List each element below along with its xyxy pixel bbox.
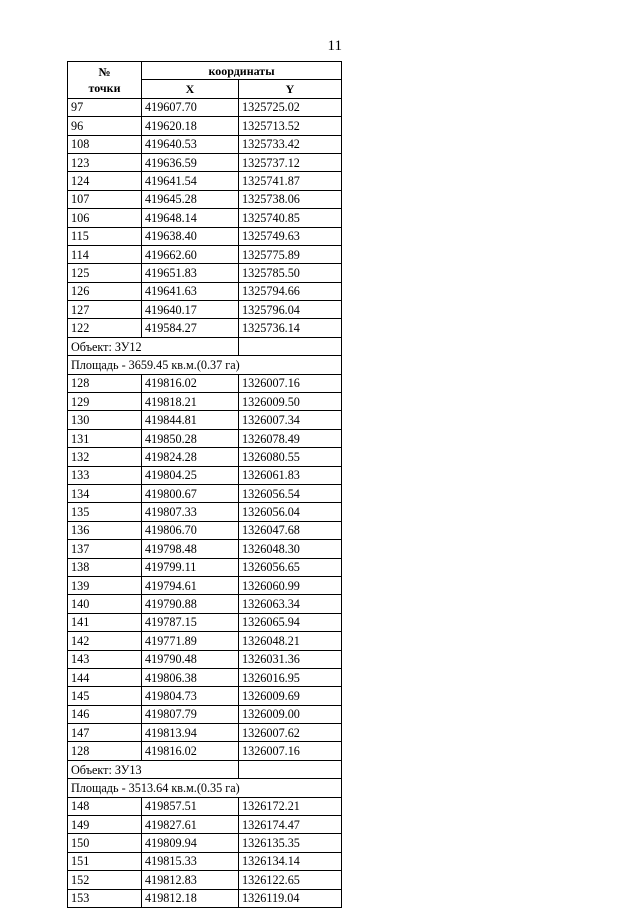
table-row [68, 632, 342, 650]
table-row [68, 98, 342, 116]
point-number-header-symbol: № [98, 64, 111, 79]
y-coordinate-cell: 1326078.49 [239, 429, 342, 447]
point-number-cell: 146 [68, 705, 142, 723]
table-header [68, 62, 342, 99]
table-row [68, 301, 342, 319]
y-coordinate-cell: 1326080.55 [239, 448, 342, 466]
table-row [68, 595, 342, 613]
table-row [68, 264, 342, 282]
table-row [68, 871, 342, 889]
point-number-cell: 136 [68, 521, 142, 539]
table-row [68, 558, 342, 576]
y-coordinate-cell: 1325749.63 [239, 227, 342, 245]
x-coordinate-cell: 419812.18 [142, 889, 239, 907]
empty-cell [239, 760, 342, 778]
object-row [68, 337, 342, 355]
table-row [68, 448, 342, 466]
table-row [68, 540, 342, 558]
point-number-header-label: точки [88, 80, 121, 95]
y-coordinate-cell: 1326009.50 [239, 393, 342, 411]
x-coordinate-cell: 419804.73 [142, 687, 239, 705]
point-number-cell: 106 [68, 209, 142, 227]
area-row [68, 356, 342, 374]
table-row [68, 687, 342, 705]
x-coordinate-cell: 419584.27 [142, 319, 239, 337]
point-number-cell: 144 [68, 668, 142, 686]
y-coordinate-cell: 1325736.14 [239, 319, 342, 337]
y-coordinate-cell: 1326134.14 [239, 852, 342, 870]
x-coordinate-cell: 419645.28 [142, 190, 239, 208]
x-coordinate-cell: 419818.21 [142, 393, 239, 411]
y-coordinate-cell: 1326007.16 [239, 374, 342, 392]
point-number-cell: 151 [68, 852, 142, 870]
area-label: Площадь - 3659.45 кв.м.(0.37 га) [68, 356, 342, 374]
point-number-cell: 134 [68, 484, 142, 502]
x-coordinate-cell: 419815.33 [142, 852, 239, 870]
x-coordinate-cell: 419798.48 [142, 540, 239, 558]
y-coordinate-cell: 1326063.34 [239, 595, 342, 613]
x-coordinate-cell: 419662.60 [142, 245, 239, 263]
y-coordinate-cell: 1326048.30 [239, 540, 342, 558]
x-coordinate-cell: 419816.02 [142, 374, 239, 392]
page-number: 11 [327, 38, 342, 54]
x-coordinate-cell: 419816.02 [142, 742, 239, 760]
point-number-cell: 108 [68, 135, 142, 153]
point-number-cell: 132 [68, 448, 142, 466]
table-row [68, 484, 342, 502]
point-number-cell: 128 [68, 742, 142, 760]
y-coordinate-cell: 1326009.00 [239, 705, 342, 723]
x-coordinate-cell: 419640.53 [142, 135, 239, 153]
table-row [68, 503, 342, 521]
y-coordinate-cell: 1326007.62 [239, 724, 342, 742]
y-coordinate-cell: 1325785.50 [239, 264, 342, 282]
table-row [68, 245, 342, 263]
point-number-cell: 148 [68, 797, 142, 815]
x-coordinate-cell: 419771.89 [142, 632, 239, 650]
table-row [68, 135, 342, 153]
coordinates-table [67, 61, 342, 908]
x-coordinate-cell: 419807.33 [142, 503, 239, 521]
area-label: Площадь - 3513.64 кв.м.(0.35 га) [68, 779, 342, 797]
x-coordinate-cell: 419806.70 [142, 521, 239, 539]
x-coordinate-cell: 419850.28 [142, 429, 239, 447]
y-coordinate-cell: 1326065.94 [239, 613, 342, 631]
x-coordinate-cell: 419857.51 [142, 797, 239, 815]
y-coordinate-cell: 1326174.47 [239, 816, 342, 834]
point-number-cell: 140 [68, 595, 142, 613]
point-number-cell: 141 [68, 613, 142, 631]
point-number-cell: 152 [68, 871, 142, 889]
x-coordinate-cell: 419651.83 [142, 264, 239, 282]
table-row [68, 411, 342, 429]
table-row [68, 816, 342, 834]
table-row [68, 724, 342, 742]
point-number-cell: 131 [68, 429, 142, 447]
point-number-cell: 125 [68, 264, 142, 282]
point-number-cell: 129 [68, 393, 142, 411]
point-number-header [68, 62, 142, 99]
table-row [68, 834, 342, 852]
table-row [68, 429, 342, 447]
x-coordinate-cell: 419640.17 [142, 301, 239, 319]
x-coordinate-cell: 419809.94 [142, 834, 239, 852]
x-coordinate-cell: 419620.18 [142, 117, 239, 135]
y-coordinate-cell: 1326119.04 [239, 889, 342, 907]
point-number-cell: 142 [68, 632, 142, 650]
point-number-cell: 147 [68, 724, 142, 742]
x-coordinate-cell: 419641.54 [142, 172, 239, 190]
object-row [68, 760, 342, 778]
table-row [68, 668, 342, 686]
point-number-cell: 150 [68, 834, 142, 852]
table-row [68, 576, 342, 594]
table-row [68, 374, 342, 392]
y-coordinate-cell: 1326048.21 [239, 632, 342, 650]
x-coordinate-cell: 419794.61 [142, 576, 239, 594]
x-coordinate-cell: 419824.28 [142, 448, 239, 466]
table-body [68, 98, 342, 907]
table-row [68, 209, 342, 227]
x-column-header: X [142, 80, 239, 98]
y-column-header: Y [239, 80, 342, 98]
y-coordinate-cell: 1326031.36 [239, 650, 342, 668]
x-coordinate-cell: 419844.81 [142, 411, 239, 429]
point-number-cell: 130 [68, 411, 142, 429]
area-row [68, 779, 342, 797]
y-coordinate-cell: 1325740.85 [239, 209, 342, 227]
x-coordinate-cell: 419641.63 [142, 282, 239, 300]
table-row [68, 393, 342, 411]
table-row [68, 650, 342, 668]
point-number-cell: 124 [68, 172, 142, 190]
y-coordinate-cell: 1326135.35 [239, 834, 342, 852]
y-coordinate-cell: 1326056.04 [239, 503, 342, 521]
table-row [68, 153, 342, 171]
x-coordinate-cell: 419804.25 [142, 466, 239, 484]
x-coordinate-cell: 419827.61 [142, 816, 239, 834]
point-number-cell: 115 [68, 227, 142, 245]
x-coordinate-cell: 419800.67 [142, 484, 239, 502]
table-row [68, 466, 342, 484]
table-row [68, 521, 342, 539]
x-coordinate-cell: 419607.70 [142, 98, 239, 116]
y-coordinate-cell: 1326007.16 [239, 742, 342, 760]
table-row [68, 190, 342, 208]
point-number-cell: 122 [68, 319, 142, 337]
point-number-cell: 97 [68, 98, 142, 116]
point-number-cell: 133 [68, 466, 142, 484]
table-row [68, 705, 342, 723]
y-coordinate-cell: 1326060.99 [239, 576, 342, 594]
table-row [68, 742, 342, 760]
x-coordinate-cell: 419790.48 [142, 650, 239, 668]
table-row [68, 172, 342, 190]
point-number-cell: 128 [68, 374, 142, 392]
empty-cell [239, 337, 342, 355]
x-coordinate-cell: 419787.15 [142, 613, 239, 631]
table-row [68, 613, 342, 631]
table-row [68, 227, 342, 245]
y-coordinate-cell: 1325725.02 [239, 98, 342, 116]
point-number-cell: 139 [68, 576, 142, 594]
point-number-cell: 145 [68, 687, 142, 705]
y-coordinate-cell: 1326056.65 [239, 558, 342, 576]
y-coordinate-cell: 1326047.68 [239, 521, 342, 539]
y-coordinate-cell: 1326016.95 [239, 668, 342, 686]
y-coordinate-cell: 1325794.66 [239, 282, 342, 300]
point-number-cell: 107 [68, 190, 142, 208]
point-number-cell: 138 [68, 558, 142, 576]
table-row [68, 319, 342, 337]
y-coordinate-cell: 1326122.65 [239, 871, 342, 889]
object-label: Объект: ЗУ13 [68, 760, 239, 778]
point-number-cell: 96 [68, 117, 142, 135]
x-coordinate-cell: 419636.59 [142, 153, 239, 171]
coordinates-header: координаты [142, 62, 342, 80]
y-coordinate-cell: 1326061.83 [239, 466, 342, 484]
x-coordinate-cell: 419806.38 [142, 668, 239, 686]
y-coordinate-cell: 1325738.06 [239, 190, 342, 208]
x-coordinate-cell: 419813.94 [142, 724, 239, 742]
point-number-cell: 123 [68, 153, 142, 171]
x-coordinate-cell: 419790.88 [142, 595, 239, 613]
table-row [68, 117, 342, 135]
x-coordinate-cell: 419812.83 [142, 871, 239, 889]
point-number-cell: 153 [68, 889, 142, 907]
point-number-cell: 135 [68, 503, 142, 521]
y-coordinate-cell: 1325737.12 [239, 153, 342, 171]
object-label: Объект: ЗУ12 [68, 337, 239, 355]
y-coordinate-cell: 1325741.87 [239, 172, 342, 190]
point-number-cell: 127 [68, 301, 142, 319]
y-coordinate-cell: 1325775.89 [239, 245, 342, 263]
point-number-cell: 143 [68, 650, 142, 668]
y-coordinate-cell: 1325796.04 [239, 301, 342, 319]
y-coordinate-cell: 1326056.54 [239, 484, 342, 502]
point-number-cell: 126 [68, 282, 142, 300]
x-coordinate-cell: 419638.40 [142, 227, 239, 245]
y-coordinate-cell: 1326172.21 [239, 797, 342, 815]
x-coordinate-cell: 419648.14 [142, 209, 239, 227]
point-number-cell: 137 [68, 540, 142, 558]
table-row [68, 797, 342, 815]
point-number-cell: 114 [68, 245, 142, 263]
table-row [68, 852, 342, 870]
x-coordinate-cell: 419799.11 [142, 558, 239, 576]
table-row [68, 282, 342, 300]
y-coordinate-cell: 1325733.42 [239, 135, 342, 153]
y-coordinate-cell: 1325713.52 [239, 117, 342, 135]
y-coordinate-cell: 1326007.34 [239, 411, 342, 429]
point-number-cell: 149 [68, 816, 142, 834]
y-coordinate-cell: 1326009.69 [239, 687, 342, 705]
x-coordinate-cell: 419807.79 [142, 705, 239, 723]
